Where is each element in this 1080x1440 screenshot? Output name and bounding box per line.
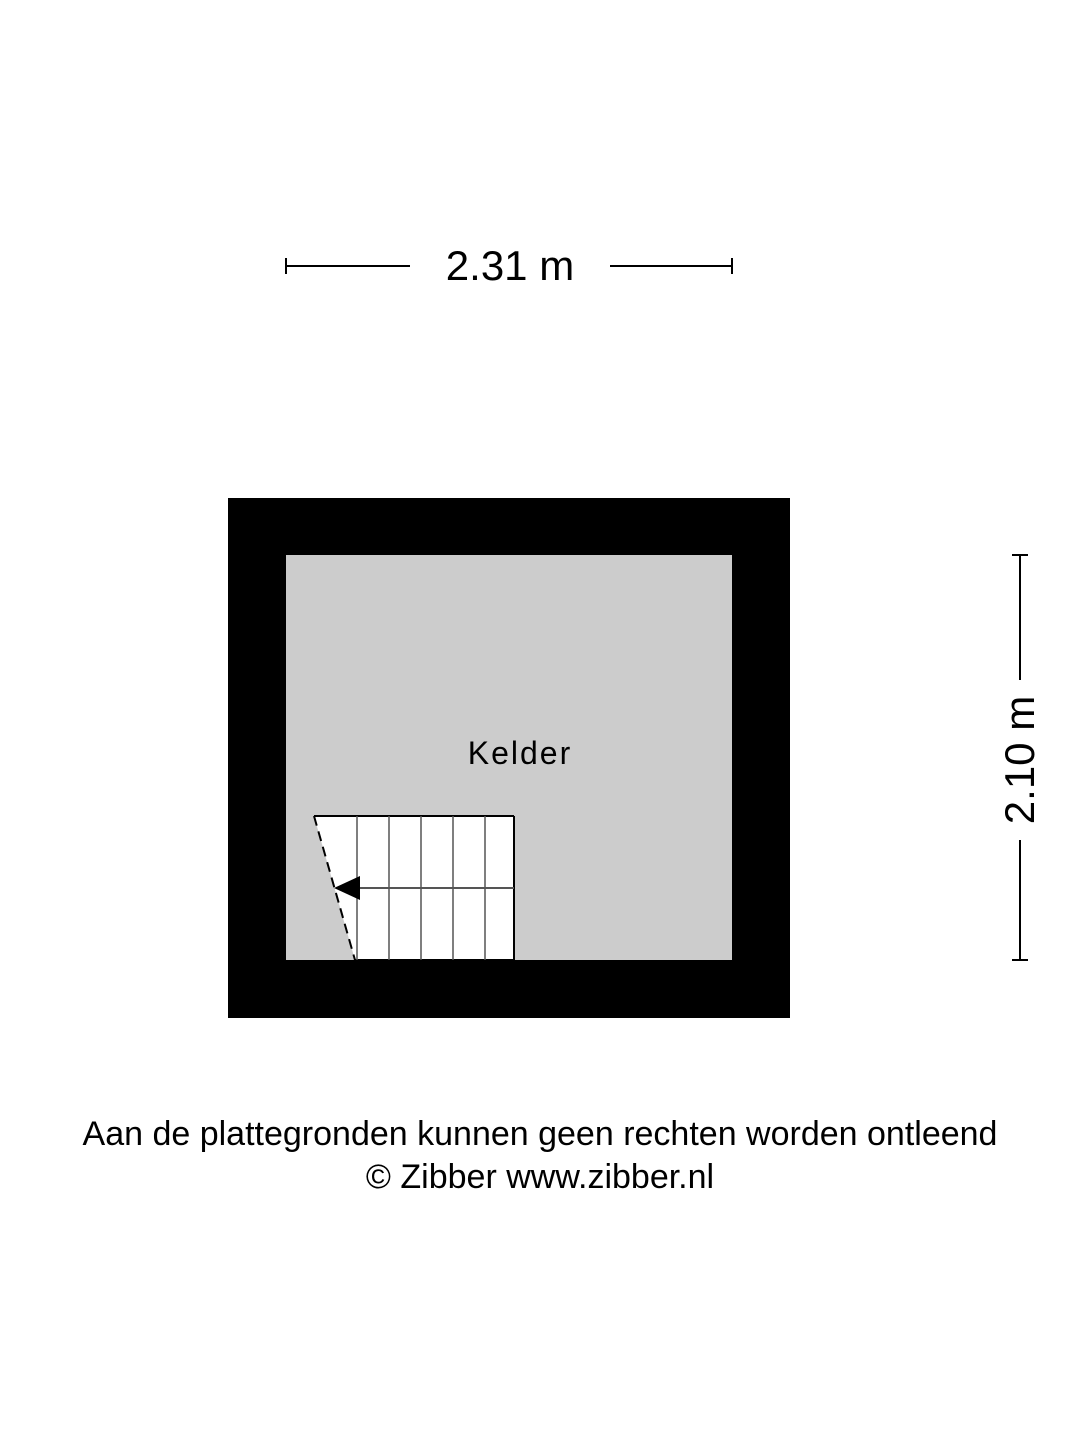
disclaimer-text: Aan de plattegronden kunnen geen rechten worden ontleend bbox=[82, 1115, 998, 1153]
room-name-label: Kelder bbox=[467, 735, 573, 771]
copyright-text: © Zibber www.zibber.nl bbox=[365, 1158, 715, 1196]
width-dimension-label: 2.31 m bbox=[410, 236, 610, 296]
height-dimension-label: 2.10 m bbox=[990, 680, 1050, 840]
